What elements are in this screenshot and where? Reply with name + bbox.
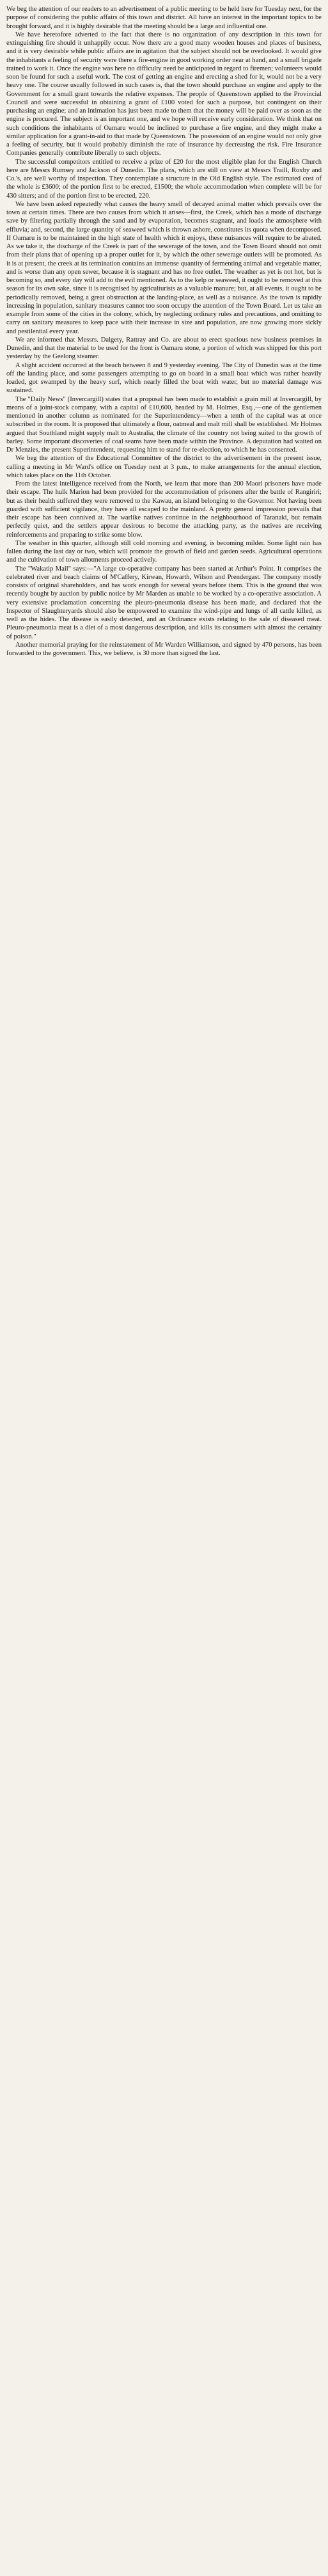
- article-paragraph-wakatip-mail: The "Wakatip Mail" says:—"A large co-operative company has been started at Arthur's Point. It comprises the celebrated river and beach claims of M'Caffery, Kirwan, Howarth, Wilson and Prendergast. The company mostly consists of original shareholders, and has work enough for several years before them. This is the ground that was recently bought by auction by public notice by Mr Marden as unable to be worked by a co-operative association. A very extensive proclamation concerning the pleuro-pneumonia disease has been made, and declared that the Inspector of Slaughteryards should also be empowered to examine the wind-pipe and lungs of all cattle killed, as well as the hides. The disease is easily detected, and an Ordinance exists relating to the sale of diseased meat. Pleuro-pneumonia meat is a diet of a most dangerous description, and kills its consumers with almost the certainty of poison.": [6, 565, 322, 640]
- article-paragraph-fire-engine: We have heretofore adverted to the fact that there is no organization of any description in this town for extinguishing fire should it unhappily occur. Now there are a good many wooden houses and places of business, and it is very desirable while public affairs are in agitation that the subject should not be overlooked. It would give the inhabitants a feeling of security were there a fire-engine in good working order near at hand, and a small brigade trained to work it. Once the engine was here no difficulty need be anticipated in regard to firemen; volunteers would soon be found for such a useful work. The cost of getting an engine and erecting a shed for it, would not be a very heavy one. The course usually followed in such cases is, that the town should purchase an engine and apply to the Government for a small grant towards the relative expenses. The people of Queenstown applied to the Provincial Council and were successful in obtaining a grant of £100 voted for such a purpose, but contingent on their purchasing an engine; and an intimation has just been made to them that the money will be paid over as soon as the engine is procured. The subject is an important one, and we hope will receive early consideration. We think that on such conditions the inhabitants of Oamaru would be inclined to purchase a fire engine, and they might make a similar application for a grant-in-aid to that made by Queenstown. The possession of an engine would not only give a feeling of security, but it would probably diminish the rate of insurance by decreasing the risk. Fire Insurance Companies generally contribute liberally to such objects.: [6, 31, 322, 157]
- article-paragraph-weather: The weather in this quarter, although still cold morning and evening, is becoming milder. Some light rain has fallen during the last day or two, which will promote the growth of field and garden seeds. Agricultural operations and the cultivation of town allotments proceed actively.: [6, 539, 322, 564]
- article-paragraph-maori-prisoners: From the latest intelligence received from the North, we learn that more than 200 Maori prisoners have made their escape. The hulk Marion had been provided for the accommodation of prisoners after the battle of Rangiriri; but as their health suffered they were removed to the Kawau, an island belonging to the Governor. Not having been guarded with sufficient vigilance, they have all escaped to the mainland. A pretty general impression prevails that their escape has been connived at. The warlike natives continue in the neighbourhood of Taranaki, but remain perfectly quiet, and the settlers appear desirous to become the attacking party, as the natives are receiving reinforcements and preparing to strike some blow.: [6, 480, 322, 539]
- article-paragraph-meeting: We beg the attention of our readers to an advertisement of a public meeting to be held here for Tuesday next, for the purpose of considering the public affairs of this town and district. All have an interest in the important topics to be brought forward, and it is highly desirable that the meeting should be a large and influential one.: [6, 6, 322, 30]
- article-paragraph-beach-accident: A slight accident occurred at the beach between 8 and 9 yesterday evening. The City of Dunedin was at the time off the landing place, and some passengers attempting to go on board in a small boat which was rather heavily loaded, got swamped by the heavy surf, which nearly filled the boat with water, but no material damage was sustained.: [6, 361, 322, 395]
- article-paragraph-daily-news: The "Daily News" (Invercargill) states that a proposal has been made to establish a grain mill at Invercargill, by means of a joint-stock company, with a capital of £10,600, headed by M. Holmes, Esq.,—one of the gentlemen mentioned in another column as nominated for the Superintendency—when a tenth of the capital was at once subscribed in the room. It is proposed that ultimately a flour, oatmeal and malt mill shall be established. Mr Holmes argued that Southland might supply malt to Australia, the climate of the country not being suited to the growth of barley. Some important discoveries of coal seams have been made within the Province. A deputation had waited on Dr Menzies, the present Superintendent, requesting him to stand for re-election, to which he has consented.: [6, 395, 322, 454]
- article-paragraph-sanitation: We have been asked repeatedly what causes the heavy smell of decayed animal matter which prevails over the town at certain times. There are two causes from which it arises—first, the Creek, which has a mode of discharge save by filtering partially through the sand and by evaporation, becomes stagnant, and loads the atmosphere with effluvia; and, second, the large quantity of seaweed which is thrown ashore, constitutes its quota when decomposed. If Oamaru is to be maintained in the high state of health which it enjoys, these nuisances will require to be abated. As we take it, the discharge of the Creek is part of the sewerage of the town, and the Town Board should not omit from their plans that of opening up a proper outlet for it, by which the other sewerage outlets will be promoted. As it is at present, the creek at its termination contains an immense quantity of fermenting animal and vegetable matter, and is worse than any open sewer, because it is stagnant and has no free outlet. The weather as yet is not hot, but is becoming so, and every day will add to the evil mentioned. As to the kelp or seaweed, it ought to be removed at this season for its own sake, since it is recognised by agriculturists as a valuable manure; but, at all events, it ought to be periodically removed, being a great obstruction at the landing-place, as well as a nuisance. As the town is rapidly increasing in population, sanitary measures cannot too soon occupy the attention of the Town Board. Let us take an example from some of the cities in the colony, which, by neglecting ordinary rules and precautions, and omitting to carry on sanitary measures to keep pace with their increase in size and population, are now growing more sickly and pestilential every year.: [6, 200, 322, 335]
- article-paragraph-educational-committee: We beg the attention of the Educational Committee of the district to the advertisement in the present issue, calling a meeting in Mr Ward's office on Tuesday next at 3 p.m., to make arrangements for the annual election, which takes place on the 11th October.: [6, 455, 322, 479]
- article-paragraph-dalgety: We are informed that Messrs. Dalgety, Rattray and Co. are about to erect spacious new business premises in Dunedin, and that the material to be used for the front is Oamaru stone, a portion of which was shipped for this port yesterday by the Geelong steamer.: [6, 336, 322, 361]
- article-paragraph-memorial: Another memorial praying for the reinstatement of Mr Warden Williamson, and signed by 470 persons, has been forwarded to the government. This, we believe, is 30 more than signed the last.: [6, 641, 322, 657]
- article-paragraph-english-church: The successful competitors entitled to receive a prize of £20 for the most eligible plan for the English Church here are Messrs Rumsey and Jackson of Dunedin. The plans, which are still on view at Messrs Traill, Roxby and Co.'s, are well worthy of inspection. They contemplate a structure in the Old English style. The estimated cost of the whole is £3600; of the portion first to be erected, £1500; the whole accommodation when complete will be for 430 sitters; and of the portion first to be erected, 220.: [6, 158, 322, 200]
